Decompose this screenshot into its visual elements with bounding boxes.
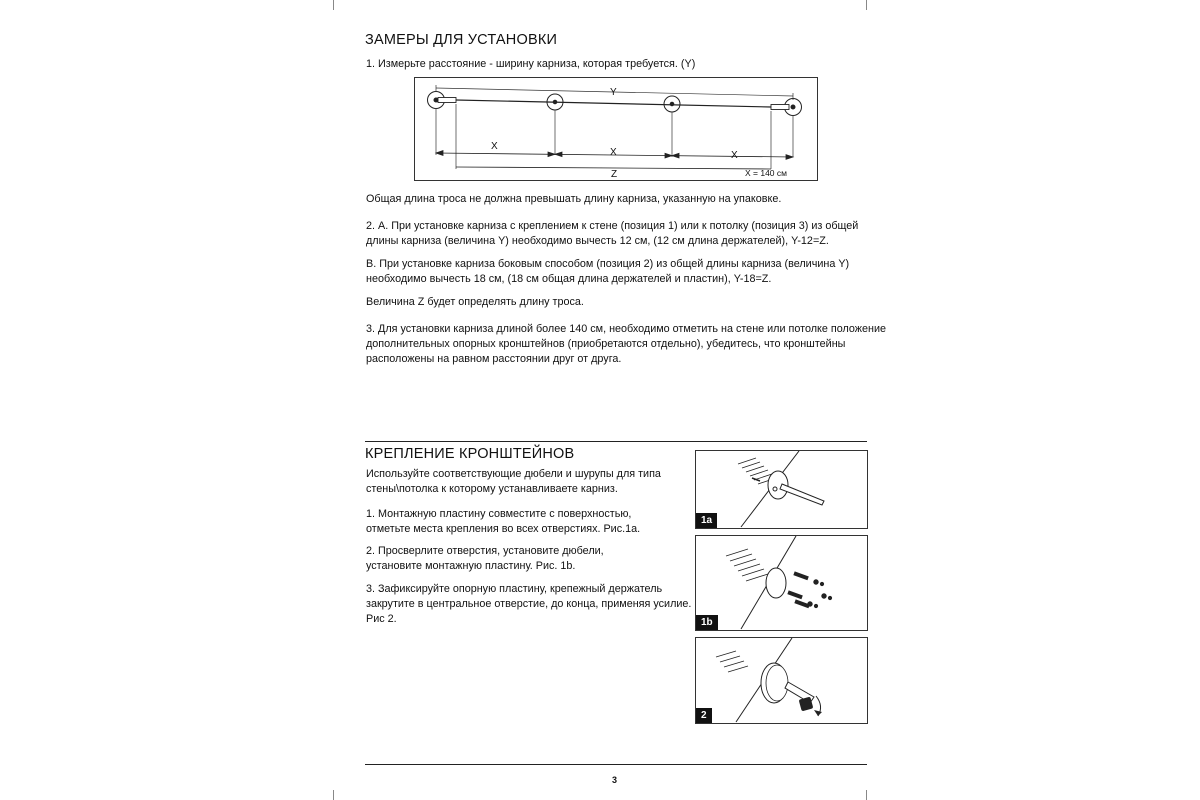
mount-step2-text: 2. Просверлите отверстия, установите дюбели, установите монтажную пластину. Рис. 1b. <box>366 545 604 572</box>
step3-text: 3. Для установки карниза длиной более 140 см, необходимо отметить на стене или потолке положение дополнительных опорных кронштейнов (приобретаются отдельно), убедитесь, что кронштейны расположены на равном расстоянии друг от друга. <box>366 323 887 365</box>
label-x-1: X <box>491 141 498 152</box>
label-x-value: X = 140 см <box>745 168 787 178</box>
figure-2 <box>695 637 868 724</box>
label-x-2: X <box>610 147 617 158</box>
figure-1b <box>695 535 868 631</box>
label-x-3: X <box>731 150 738 161</box>
holder-right-icon <box>771 105 789 110</box>
anchors-intro-text: Используйте соответствующие дюбели и шурупы для типа стены\потолка к которому устанавливаете карниз. <box>366 468 661 495</box>
wall-plate-mark-icon <box>696 451 867 528</box>
crop-mark <box>866 790 867 800</box>
section-divider <box>365 441 867 442</box>
measurement-diagram <box>414 77 818 181</box>
figure-tag-1b: 1b <box>696 615 718 630</box>
figure-tag-1a: 1a <box>696 513 717 528</box>
label-y: Y <box>610 87 617 98</box>
holder-left-icon <box>438 98 456 103</box>
diagram-svg <box>414 77 818 181</box>
screws-anchors-icon <box>696 536 867 630</box>
label-z: Z <box>611 169 618 180</box>
holder-screw-in-icon <box>696 638 867 723</box>
z-definition-text: Величина Z будет определять длину троса. <box>366 296 584 308</box>
figure-tag-2: 2 <box>696 708 712 723</box>
crop-mark <box>866 0 867 10</box>
step2a-text: 2. А. При установке карниза с креплением к стене (позиция 1) или к потолку (позиция 3) из общей длины карниза (величина Y) необходимо вычесть 12 см, (12 см длина держателей), Y-12=Z. <box>366 220 859 247</box>
section-title-brackets: КРЕПЛЕНИЕ КРОНШТЕЙНОВ <box>365 446 575 462</box>
crop-mark <box>333 0 334 10</box>
crop-mark <box>333 790 334 800</box>
mount-step3-text: 3. Зафиксируйте опорную пластину, крепежный держатель закрутите в центральное отверстие, до конца, применяя усилие. Рис 2. <box>366 583 692 625</box>
mount-step1-text: 1. Монтажную пластину совместите с поверхностью, отметьте места крепления во всех отверстиях. Рис.1а. <box>366 508 641 535</box>
step2b-text: B. При установке карниза боковым способом (позиция 2) из общей длины карниза (величина Y) необходимо вычесть 18 см, (18 см общая длина держателей и пластин), Y-18=Z. <box>366 258 850 285</box>
cable-length-note: Общая длина троса не должна превышать длину карниза, указанную на упаковке. <box>366 193 782 205</box>
section-title-measurements: ЗАМЕРЫ ДЛЯ УСТАНОВКИ <box>365 32 558 48</box>
figure-1a <box>695 450 868 529</box>
page-number: 3 <box>612 775 618 785</box>
footer-rule <box>365 764 867 765</box>
step1-text: 1. Измерьте расстояние - ширину карниза, которая требуется. (Y) <box>366 58 696 70</box>
